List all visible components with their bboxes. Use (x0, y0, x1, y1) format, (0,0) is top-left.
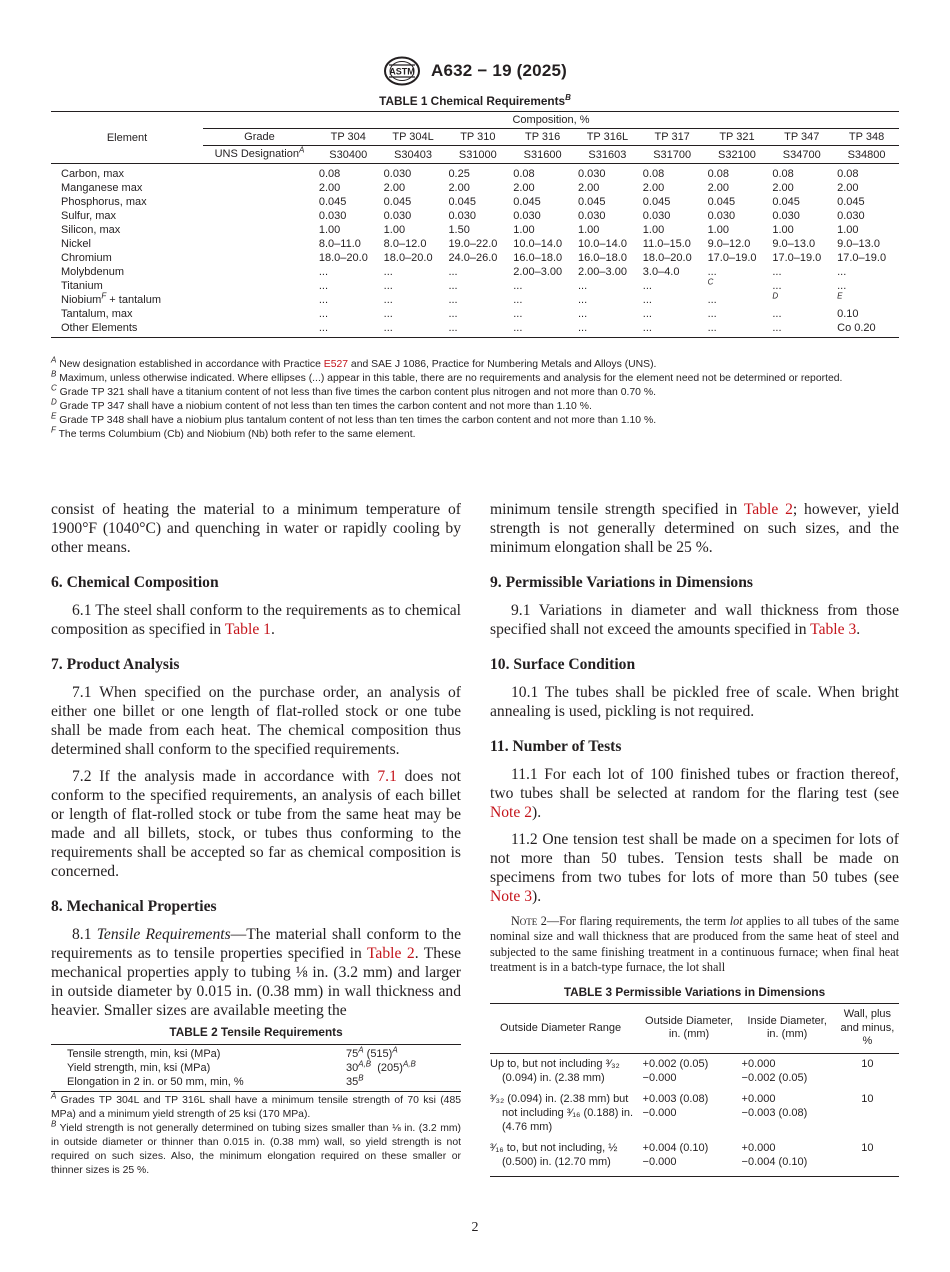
cell-value: 2.00 (578, 182, 600, 194)
section-10-heading: 10. Surface Condition (490, 656, 636, 673)
cell-value: 2.00–3.00 (513, 266, 563, 278)
grade-header: TP 316L (575, 129, 640, 146)
table1-caption: TABLE 1 Chemical Requirements$^B$ (379, 93, 571, 108)
element-name: Titanium (61, 280, 103, 292)
cell-value: ... (837, 266, 847, 278)
cell-value: ... (578, 280, 588, 292)
uns-header: S32100 (705, 146, 770, 164)
property-value: $75^A$ $(515)^A$ (343, 1045, 461, 1062)
cell-value: 1.00 (707, 224, 729, 236)
property-value: $30^{A,B}$ $(205)^{A,B}$ (346, 1059, 416, 1074)
footnote: $^D$ Grade TP 347 shall have a niobium content of not less than ten times the carbon content and not more than 1.10 %. (51, 397, 592, 412)
element-name: Nickel (61, 238, 91, 250)
cell-value: ... (318, 280, 329, 292)
note-3-link[interactable]: Note 3 (490, 888, 533, 905)
logo-lettering: ASTM (389, 66, 415, 77)
cell-value: 9.0–13.0 (772, 238, 816, 250)
element-name: Silicon, max (61, 224, 121, 236)
continued-paragraph-right: minimum tensile strength specified in Table 2; however, yield strength is not generally determined on such sizes, and the minimum elongation shall be 25 %. (490, 501, 899, 556)
cell-value: 10.0–14.0 (578, 238, 627, 250)
inside-diameter-tolerance: +0.000 −0.003 (0.08) (741, 1092, 808, 1119)
cell-value: ... (707, 308, 717, 320)
cell-value: ... (316, 321, 381, 338)
column-header: Wall, plus and minus, % (836, 1004, 899, 1054)
cell-value: 18.0–20.0 (642, 252, 692, 264)
e527-link[interactable]: E527 (323, 359, 349, 370)
cell-value: 0.045 (642, 196, 671, 208)
table1-chemical-requirements (51, 111, 899, 338)
grade-header: TP 310 (445, 129, 510, 146)
cell-value: 2.00 (642, 182, 665, 194)
section-7-heading: 7. Product Analysis (51, 656, 180, 673)
cell-value: ... (705, 321, 770, 338)
table-row (51, 195, 899, 209)
cell-value: ... (381, 321, 446, 338)
diameter-range: Up to, but not including ³⁄₃₂ (0.094) in. (2.38 mm) (490, 1057, 620, 1084)
table-row (51, 1061, 461, 1075)
uns-header: S31600 (510, 146, 575, 164)
uns-header: S30400 (316, 146, 381, 164)
table-row (51, 1075, 461, 1092)
table1-footnotes (51, 355, 899, 442)
wall-tolerance: 10 (861, 1057, 874, 1070)
cell-value: 17.0–19.0 (772, 252, 822, 264)
footnote: $^C$ Grade TP 321 shall have a titanium content of not less than five times the carbon content plus nitrogen and not more than 0.70 %. (51, 383, 656, 398)
cell-value: 2.00 (513, 182, 535, 194)
cell-value: E (837, 291, 843, 301)
cell-value: 0.08 (707, 168, 729, 180)
inside-diameter-tolerance: +0.000 −0.004 (0.10) (739, 1141, 836, 1177)
table-2-link[interactable]: Table 2 (367, 945, 415, 962)
cell-value: ... (707, 294, 717, 306)
table-3-link[interactable]: Table 3 (810, 621, 857, 638)
cell-value: 2.00 (318, 182, 341, 194)
composition-header: Composition, % (203, 112, 899, 129)
wall-tolerance: 10 (836, 1141, 899, 1177)
element-name: Carbon, max (61, 168, 124, 180)
table-row (51, 209, 899, 223)
table-row (51, 237, 899, 251)
document-designation: A632 − 19 (2025) (431, 61, 567, 80)
cell-value: 8.0–11.0 (318, 238, 361, 250)
cell-value: ... (513, 280, 523, 292)
note-2-link[interactable]: Note 2 (490, 804, 533, 821)
footnote: $^F$ The terms Columbium (Cb) and Niobium (Nb) both refer to the same element. (51, 425, 416, 440)
cell-value: 8.0–12.0 (383, 238, 427, 250)
cell-value: ... (769, 321, 834, 338)
cell-value: 9.0–12.0 (707, 238, 751, 250)
column-header: Outside Diameter, in. (mm) (640, 1004, 739, 1054)
continued-paragraph: consist of heating the material to a minimum temperature of 1900°F (1040°C) and quenching in water or rapidly cooling by other means. (51, 501, 461, 556)
cell-value: 0.045 (318, 196, 347, 208)
cell-value: ... (578, 308, 588, 320)
cell-value: 0.030 (383, 168, 412, 180)
cell-value: 2.00 (707, 182, 729, 194)
cell-value: 16.0–18.0 (513, 252, 563, 264)
cell-value: 10.0–14.0 (513, 238, 563, 250)
cell-value: ... (318, 294, 329, 306)
table2-tensile-requirements (51, 1044, 461, 1092)
cell-value: 18.0–20.0 (318, 252, 368, 264)
column-header: Inside Diameter, in. (mm) (739, 1004, 836, 1054)
uns-header: S31700 (640, 146, 705, 164)
cell-value: 0.08 (642, 168, 665, 180)
cell-value: C (707, 277, 714, 287)
cell-value: 2.00 (448, 182, 470, 194)
table-row (51, 164, 899, 182)
diameter-range: ³⁄₃₂ (0.094) in. (2.38 mm) but not including ³⁄₁₆ (0.188) in. (4.76 mm) (490, 1092, 634, 1133)
footnote: $^A$ Grades TP 304L and TP 316L shall have a minimum tensile strength of 70 ksi (485 MPa) and a minimum yield strength of 25 ksi (170 MPa). (51, 1091, 461, 1120)
cell-value: 0.030 (642, 210, 671, 222)
table-row (51, 321, 899, 338)
table-row (51, 293, 899, 307)
cell-value: 1.00 (642, 224, 665, 236)
cell-value: 0.030 (837, 210, 865, 222)
cell-value: ... (642, 294, 652, 306)
cell-value: 19.0–22.0 (448, 238, 498, 250)
footnote: $^B$ Yield strength is not generally determined on tubing sizes smaller than ⅛ in. (3.2 mm) in outside diameter or thinner than 0.015 in. (0.38 mm) wall, so yield strength is not required on such sizes. Also, the minimum elongation required on these smaller or thinner sizes is 25 %. (51, 1119, 461, 1176)
footnote: $^A$ New designation established in accordance with Practice E527 and SAE J 1086, Practice for Numbering Metals and Alloys (UNS). (51, 355, 657, 370)
cell-value: ... (383, 266, 393, 278)
cell-value: D (772, 291, 779, 301)
property-label: Yield strength, min, ksi (MPa) (67, 1062, 211, 1074)
table-1-link[interactable]: Table 1 (224, 621, 271, 638)
section-11-heading: 11. Number of Tests (490, 738, 622, 755)
outside-diameter-tolerance: +0.004 (0.10) −0.000 (640, 1141, 739, 1177)
footnote: $^B$ Maximum, unless otherwise indicated. Where ellipses (...) appear in this table, there are no requirements and analysis for the element need not be determined or reported. (51, 369, 843, 384)
outside-diameter-tolerance: +0.003 (0.08) −0.000 (642, 1092, 709, 1119)
cell-value: 0.045 (513, 196, 541, 208)
cell-value: ... (448, 294, 458, 306)
cell-value: 1.00 (318, 224, 341, 236)
paragraph-9-1: 9.1 Variations in diameter and wall thickness from those specified shall not exceed the amounts specified in Table 3. (490, 602, 899, 638)
cell-value: 0.045 (448, 196, 476, 208)
cell-value: ... (772, 280, 782, 292)
column-header: Outside Diameter Range (490, 1004, 640, 1054)
table3-permissible-variations (490, 1003, 899, 1177)
page-header (0, 56, 950, 86)
cell-value: ... (837, 280, 847, 292)
cell-value: 0.030 (707, 210, 736, 222)
paragraph-10-1: 10.1 The tubes shall be pickled free of scale. When bright annealing is used, pickling is not required. (490, 684, 899, 720)
cell-value: ... (448, 280, 458, 292)
cell-value: 1.50 (448, 224, 470, 236)
cell-value: 16.0–18.0 (578, 252, 627, 264)
cell-value: ... (772, 308, 782, 320)
cell-value: 0.045 (383, 196, 412, 208)
cell-value: 1.00 (383, 224, 406, 236)
wall-tolerance: 10 (861, 1092, 874, 1105)
cell-value: 17.0–19.0 (837, 252, 887, 264)
grade-header: TP 321 (705, 129, 770, 146)
cell-value: ... (445, 321, 510, 338)
uns-header: S31603 (575, 146, 640, 164)
cell-value: ... (513, 308, 523, 320)
cell-value: ... (448, 308, 458, 320)
element-name: Chromium (61, 252, 112, 264)
grade-header: TP 316 (510, 129, 575, 146)
cell-value: ... (318, 266, 329, 278)
paragraph-7-1: 7.1 When specified on the purchase order, an analysis of either one billet or one length of flat-rolled stock or one tube shall be made from each heat. The chemical composition thus determined shall conform to the specified requirements. (51, 684, 461, 758)
cell-value: 0.08 (837, 168, 859, 180)
element-name: Niobium$^F$ + tantalum (61, 291, 161, 306)
cell-value: 17.0–19.0 (707, 252, 757, 264)
cell-value: 1.00 (578, 224, 600, 236)
table-row (51, 251, 899, 265)
cell-value: 2.00 (383, 182, 406, 194)
section-8-heading: 8. Mechanical Properties (51, 898, 217, 915)
uns-label: UNS Designation$^A$ (203, 146, 316, 164)
cell-value: ... (513, 294, 523, 306)
element-name: Other Elements (51, 321, 203, 338)
cell-value: 2.00–3.00 (578, 266, 627, 278)
cell-value: 0.08 (318, 168, 341, 180)
cell-value: 1.00 (772, 224, 794, 236)
cell-value: 0.045 (707, 196, 736, 208)
cell-value: 24.0–26.0 (448, 252, 498, 264)
cell-value: 2.00 (837, 182, 859, 194)
uns-header: S31000 (445, 146, 510, 164)
element-name: Tantalum, max (61, 308, 133, 320)
element-name: Phosphorus, max (61, 196, 147, 208)
cell-value: 0.25 (448, 168, 470, 180)
cell-value: 0.030 (318, 210, 347, 222)
table-row (51, 181, 899, 195)
note-2: Note 2—For flaring requirements, the term lot applies to all tubes of the same nominal size and wall thickness that are produced from the same heat of steel and subjected to the same finishing treatment in a continuous furnace; when final heat treatment is in a batch-type furnace, the lot shall (490, 914, 900, 974)
section-9-heading: 9. Permissible Variations in Dimensions (490, 574, 753, 591)
cell-value: 2.00 (772, 182, 794, 194)
section-7-1-link[interactable]: 7.1 (377, 768, 397, 785)
table2-footnotes (51, 1091, 461, 1178)
cell-value: 0.10 (837, 308, 859, 320)
paragraph-8-1: 8.1 Tensile Requirements—The material shall conform to the requirements as to tensile properties specified in Table 2. These mechanical properties apply to tubing ⅛ in. (3.2 mm) and larger in outside diameter by 0.015 in. (0.38 mm) in wall thickness and heavier. Smaller sizes are available meeting the (51, 926, 462, 1019)
element-name: Manganese max (61, 182, 143, 194)
table3-caption: TABLE 3 Permissible Variations in Dimensions (563, 985, 826, 999)
section-6-heading: 6. Chemical Composition (51, 574, 219, 591)
cell-value: 0.08 (772, 168, 794, 180)
outside-diameter-tolerance: +0.002 (0.05) −0.000 (642, 1057, 709, 1084)
cell-value: 0.08 (513, 168, 535, 180)
cell-value: 3.0–4.0 (642, 266, 680, 278)
table-row (51, 223, 899, 237)
cell-value: 18.0–20.0 (383, 252, 433, 264)
cell-value: ... (707, 266, 717, 278)
paragraph-11-1: 11.1 For each lot of 100 finished tubes or fraction thereof, two tubes shall be selected at random for the flaring test (see Note 2). (490, 766, 899, 821)
paragraph-11-2: 11.2 One tension test shall be made on a specimen for lots of not more than 50 tubes. Tension tests shall be made on specimens from two tubes for lots of more than 50 tubes (see Note 3). (490, 831, 899, 905)
cell-value: 0.030 (772, 210, 800, 222)
property-label: Tensile strength, min, ksi (MPa) (51, 1045, 343, 1062)
cell-value: 0.030 (578, 168, 606, 180)
grade-label: Grade (203, 129, 316, 146)
uns-header: S34700 (769, 146, 834, 164)
grade-header: TP 347 (769, 129, 834, 146)
cell-value: 0.030 (513, 210, 541, 222)
table-row (490, 1092, 899, 1141)
property-label: Elongation in 2 in. or 50 mm, min, % (51, 1075, 343, 1092)
cell-value: ... (578, 294, 588, 306)
cell-value: ... (575, 321, 640, 338)
table-2-link[interactable]: Table 2 (743, 501, 793, 518)
cell-value: 0.030 (448, 210, 476, 222)
paragraph-6-1: 6.1 The steel shall conform to the requirements as to chemical composition as specified in Table 1. (51, 602, 461, 638)
table-row (490, 1053, 899, 1092)
page-number: 2 (471, 1220, 479, 1235)
element-name: Sulfur, max (61, 210, 117, 222)
uns-header: S30403 (381, 146, 446, 164)
cell-value: ... (383, 308, 393, 320)
element-header: Element (51, 112, 203, 164)
table2-caption: TABLE 2 Tensile Requirements (169, 1025, 343, 1039)
cell-value: Co 0.20 (834, 321, 899, 338)
table-row (51, 1045, 461, 1062)
diameter-range: ³⁄₁₆ to, but not including, ½ (0.500) in. (12.70 mm) (490, 1141, 640, 1177)
cell-value: ... (772, 266, 782, 278)
grade-header: TP 317 (640, 129, 705, 146)
inside-diameter-tolerance: +0.000 −0.002 (0.05) (741, 1057, 808, 1084)
cell-value: ... (448, 266, 458, 278)
cell-value: 0.045 (578, 196, 606, 208)
cell-value: 0.045 (837, 196, 865, 208)
table-row (490, 1141, 899, 1177)
cell-value: 11.0–15.0 (642, 238, 691, 250)
paragraph-7-2: 7.2 If the analysis made in accordance with 7.1 does not conform to the specified requirements, an analysis of each billet or length of flat-rolled stock or tube from the same heat may be made and all billets, stock, or tubes thus conforming to the requirements shall be accepted so far as chemical composition is concerned. (51, 768, 462, 880)
grade-header: TP 348 (834, 129, 899, 146)
right-column (490, 500, 899, 983)
cell-value: ... (510, 321, 575, 338)
footnote: $^E$ Grade TP 348 shall have a niobium plus tantalum content of not less than ten times the carbon content and not more than 1.10 %. (51, 411, 657, 426)
cell-value: 0.045 (772, 196, 800, 208)
cell-value: 0.030 (383, 210, 412, 222)
element-name: Molybdenum (61, 266, 124, 278)
cell-value: ... (642, 308, 652, 320)
property-value: $35^B$ (343, 1075, 461, 1092)
uns-header: S34800 (834, 146, 899, 164)
cell-value: ... (383, 294, 393, 306)
cell-value: ... (640, 321, 705, 338)
left-column (51, 500, 461, 1028)
astm-logo-icon (383, 56, 421, 86)
cell-value: 1.00 (837, 224, 859, 236)
grade-header: TP 304 (316, 129, 381, 146)
table-row (51, 265, 899, 279)
cell-value: ... (318, 308, 329, 320)
cell-value: ... (383, 280, 393, 292)
cell-value: 1.00 (513, 224, 535, 236)
cell-value: 0.030 (578, 210, 606, 222)
grade-header: TP 304L (381, 129, 446, 146)
table-row (51, 307, 899, 321)
cell-value: 9.0–13.0 (837, 238, 880, 250)
cell-value: ... (642, 280, 652, 292)
